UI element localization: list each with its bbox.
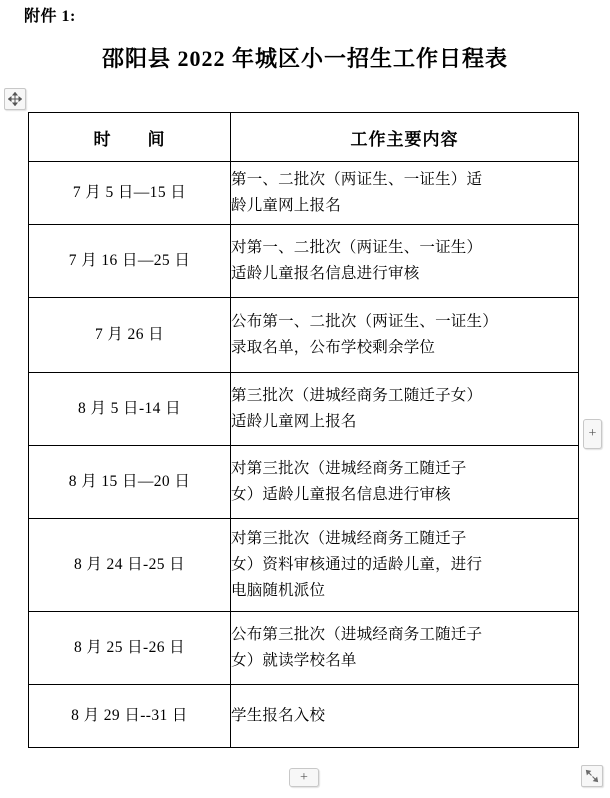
cell-content-line: 女）资料审核通过的适龄儿童，进行 [231, 556, 483, 573]
plus-icon: + [300, 769, 308, 785]
table-body [29, 162, 579, 748]
cell-time: 8 月 5 日-14 日 [29, 373, 231, 446]
cell-time: 7 月 5 日—15 日 [29, 162, 231, 225]
cell-content-line: 女）适龄儿童报名信息进行审核 [231, 486, 451, 503]
table-row [29, 519, 579, 612]
cell-content-line: 对第三批次（进城经商务工随迁子 [231, 530, 467, 547]
cell-content-line: 录取名单，公布学校剩余学位 [231, 339, 436, 356]
cell-content-line: 女）就读学校名单 [231, 652, 357, 669]
table-row [29, 298, 579, 373]
cell-time: 8 月 24 日-25 日 [29, 519, 231, 612]
cell-time: 7 月 16 日—25 日 [29, 225, 231, 298]
schedule-table-container [28, 112, 578, 748]
cell-content-line: 龄儿童网上报名 [231, 197, 341, 214]
cell-content-line: 对第一、二批次（两证生、一证生） [231, 239, 483, 256]
table-move-handle[interactable] [4, 88, 26, 110]
cell-content-line: 第三批次（进城经商务工随迁子女） [231, 387, 483, 404]
cell-content-line: 学生报名入校 [231, 707, 326, 724]
table-row [29, 612, 579, 685]
cell-time: 7 月 26 日 [29, 298, 231, 373]
cell-content [231, 685, 579, 748]
table-row [29, 446, 579, 519]
column-header-content: 工作主要内容 [231, 113, 579, 162]
cell-time: 8 月 25 日-26 日 [29, 612, 231, 685]
plus-icon: + [588, 426, 597, 441]
cell-content-line: 对第三批次（进城经商务工随迁子 [231, 460, 467, 477]
column-header-time: 时 间 [29, 113, 231, 162]
schedule-table [28, 112, 579, 748]
cell-content [231, 373, 579, 446]
cell-content-line: 公布第三批次（进城经商务工随迁子 [231, 626, 483, 643]
move-cross-icon [8, 92, 22, 106]
table-row [29, 685, 579, 748]
cell-content [231, 225, 579, 298]
cell-content-line: 适龄儿童网上报名 [231, 413, 357, 430]
cell-content-line: 公布第一、二批次（两证生、一证生） [231, 313, 498, 330]
table-resize-handle[interactable] [581, 765, 603, 787]
resize-diagonal-icon [585, 769, 599, 783]
insert-row-button[interactable] [289, 768, 319, 787]
insert-column-button[interactable] [583, 419, 602, 449]
page-title: 邵阳县 2022 年城区小一招生工作日程表 [101, 46, 508, 71]
cell-content [231, 446, 579, 519]
attachment-label: 附件 1: [24, 8, 76, 25]
cell-time: 8 月 15 日—20 日 [29, 446, 231, 519]
cell-content [231, 298, 579, 373]
table-row [29, 225, 579, 298]
table-row [29, 373, 579, 446]
cell-content [231, 162, 579, 225]
cell-content [231, 612, 579, 685]
cell-time: 8 月 29 日--31 日 [29, 685, 231, 748]
cell-content [231, 519, 579, 612]
table-header-row [29, 113, 579, 162]
table-row [29, 162, 579, 225]
cell-content-line: 第一、二批次（两证生、一证生）适 [231, 171, 483, 188]
cell-content-line: 电脑随机派位 [231, 582, 326, 599]
cell-content-line: 适龄儿童报名信息进行审核 [231, 265, 420, 282]
